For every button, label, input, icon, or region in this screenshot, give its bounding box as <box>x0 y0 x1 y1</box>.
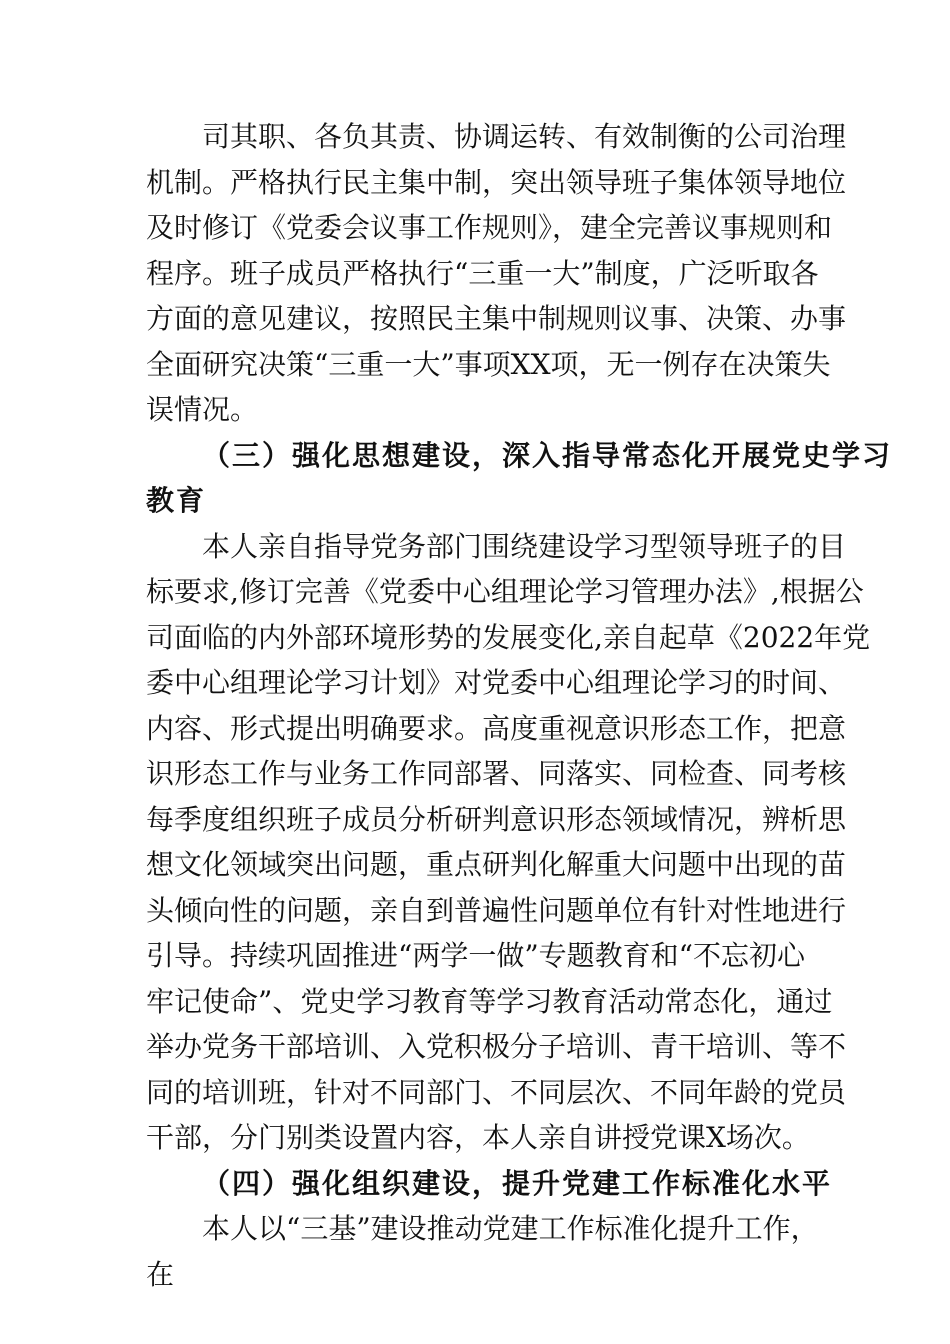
paragraph-line: 同的培训班，针对不同部门、不同层次、不同年龄的党员 <box>146 1075 847 1109</box>
paragraph-line: 及时修订《党委会议事工作规则》，建全完善议事规则和 <box>146 211 833 244</box>
paragraph-line: 标要求,修订完善《党委中心组理论学习管理办法》,根据公 <box>146 575 864 608</box>
paragraph-line: 司其职、各负其责、协调运转、有效制衡的公司治理 <box>202 120 847 153</box>
paragraph-line: 每季度组织班子成员分析研判意识形态领域情况，辨析思 <box>146 802 847 836</box>
paragraph-line: 牢记使命”、党史学习教育等学习教育活动常态化，通过 <box>146 984 833 1018</box>
paragraph-line: 内容、形式提出明确要求。高度重视意识形态工作，把意 <box>146 711 847 745</box>
paragraph-line: 头倾向性的问题，亲自到普遍性问题单位有针对性地进行 <box>146 893 847 927</box>
paragraph-line: 本人以“三基”建设推动党建工作标准化提升工作， <box>202 1212 819 1245</box>
paragraph-line: 误情况。 <box>146 393 259 426</box>
paragraph-line: 程序。班子成员严格执行“三重一大”制度，广泛听取各 <box>146 256 819 290</box>
paragraph-line: 举办党务干部培训、入党积极分子培训、青干培训、等不 <box>146 1030 847 1063</box>
paragraph-line: 机制。严格执行民主集中制，突出领导班子集体领导地位 <box>146 165 847 199</box>
paragraph-line: 司面临的内外部环境形势的发展变化,亲自起草《2022年党 <box>146 620 871 654</box>
paragraph-line: 在 <box>146 1257 175 1291</box>
section-heading-3-continued: 教育 <box>146 484 207 517</box>
paragraph-line: 想文化领域突出问题，重点研判化解重大问题中出现的苗 <box>146 848 847 881</box>
paragraph-line: 识形态工作与业务工作同部署、同落实、同检查、同考核 <box>146 757 847 790</box>
document-body <box>146 114 893 1297</box>
paragraph-line: 干部，分门别类设置内容，本人亲自讲授党课X场次。 <box>146 1121 810 1154</box>
paragraph-line: 委中心组理论学习计划》对党委中心组理论学习的时间、 <box>146 666 847 699</box>
paragraph-line: 本人亲自指导党务部门围绕建设学习型领导班子的目 <box>202 529 847 563</box>
section-heading-4: （四）强化组织建设，提升党建工作标准化水平 <box>202 1166 833 1200</box>
section-heading-3: （三）强化思想建设，深入指导常态化开展党史学习 <box>202 438 893 472</box>
paragraph-line: 方面的意见建议，按照民主集中制规则议事、决策、办事 <box>146 302 847 335</box>
paragraph-line: 引导。持续巩固推进“两学一做”专题教育和“不忘初心 <box>146 939 805 972</box>
paragraph-line: 全面研究决策“三重一大”事项XX项，无一例存在决策失 <box>146 347 831 381</box>
